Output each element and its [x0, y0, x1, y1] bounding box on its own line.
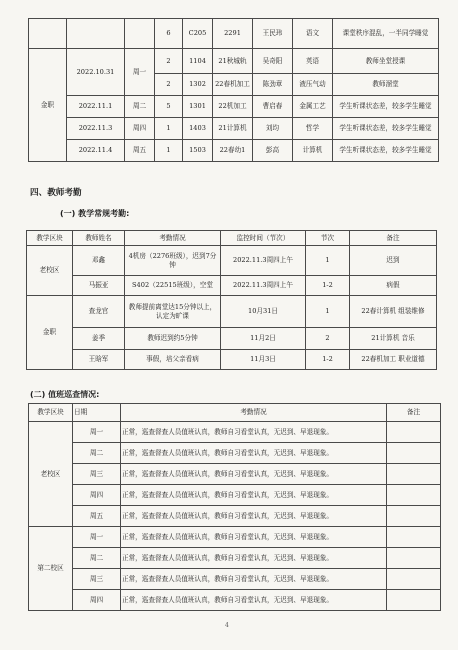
- table-row: 周二 正常，巡查督查人员值班认真，教师自习看堂认真，无迟到、早退现象。: [29, 443, 441, 464]
- subsection-heading: (二) 值班巡查情况:: [30, 390, 100, 399]
- teacher-attendance-table: [26, 230, 437, 370]
- table-row: 老校区 周一 正常，巡查督查人员值班认真，教师自习看堂认真，无迟到、早退现象。: [29, 422, 441, 443]
- class-inspection-table: [28, 18, 439, 162]
- table-row: 周四 正常，巡查督查人员值班认真，教师自习看堂认真，无迟到、早退现象。: [29, 590, 441, 611]
- campus-cell: 老校区: [27, 246, 73, 296]
- campus-cell: 金职: [27, 296, 73, 370]
- table-row: 2022.11.4 周五 1 1503 22春幼1 彭高 计算机 学生听课状态差，较多学生睡觉: [29, 140, 439, 162]
- table-row: 周四 正常，巡查督查人员值班认真，教师自习看堂认真，无迟到、早退现象。: [29, 485, 441, 506]
- table-row: 周三 正常，巡查督查人员值班认真，教师自习看堂认真，无迟到、早退现象。: [29, 464, 441, 485]
- table-row: 姜季 教师迟到约5分钟 11月2日 2 21计算机 音乐: [27, 328, 437, 350]
- table-row: 2 1302 22春机加工 陈劲章 液压气动 教师溜堂: [29, 74, 439, 96]
- subsection-heading: (一) 教学常规考勤:: [60, 209, 130, 218]
- table-row: 6 C205 2291 王民玮 语文 课堂秩序混乱，一半同学睡觉: [29, 19, 439, 49]
- table-row: 周五 正常，巡查督查人员值班认真，教师自习看堂认真，无迟到、早退现象。: [29, 506, 441, 527]
- table-row: 周二 正常，巡查督查人员值班认真，教师自习看堂认真，无迟到、早退现象。: [29, 548, 441, 569]
- table-row: 2022.11.3 周四 1 1403 21计算机 刘均 哲学 学生听课状态差，较多学生睡觉: [29, 118, 439, 140]
- campus-cell: 第二校区: [29, 527, 73, 611]
- table-row: 2022.11.1 周二 5 1301 22机加工 曹启春 金属工艺 学生听课状态差，较多学生睡觉: [29, 96, 439, 118]
- campus-cell: 老校区: [29, 422, 73, 527]
- table-header-row: 教学区块 教师姓名 考勤情况 监控时间（节次） 节次 备注: [27, 231, 437, 246]
- page-number: 4: [225, 622, 229, 629]
- table-row: 周三 正常，巡查督查人员值班认真，教师自习看堂认真，无迟到、早退现象。: [29, 569, 441, 590]
- table-row: 金职 查龙官 教师提前离堂达15分钟以上，认定为旷课 10月31日 1 22春计算机 组装维修: [27, 296, 437, 328]
- table-row: 第二校区 周一 正常，巡查督查人员值班认真，教师自习看堂认真，无迟到、早退现象。: [29, 527, 441, 548]
- section-heading: 四、教师考勤: [30, 188, 82, 198]
- table-row: 王晗军 事假，培父亲看病 11月3日 1-2 22春机加工 职业道德: [27, 350, 437, 370]
- table-row: 马振亚 S402（22515班级），空堂 2022.11.3周四上午 1-2 病假: [27, 276, 437, 296]
- campus-cell: 金职: [29, 49, 67, 162]
- table-row: 金职 2022.10.31 周一 2 1104 21秋城轨 吴奇阳 英语 教师坐堂授课: [29, 49, 439, 74]
- duty-inspection-table: [28, 403, 441, 611]
- table-row: 老校区 邓鑫 4机房（2276班级），迟到7分钟 2022.11.3周四上午 1 迟到: [27, 246, 437, 276]
- table-header-row: 教学区块 日期 考勤情况 备注: [29, 404, 441, 422]
